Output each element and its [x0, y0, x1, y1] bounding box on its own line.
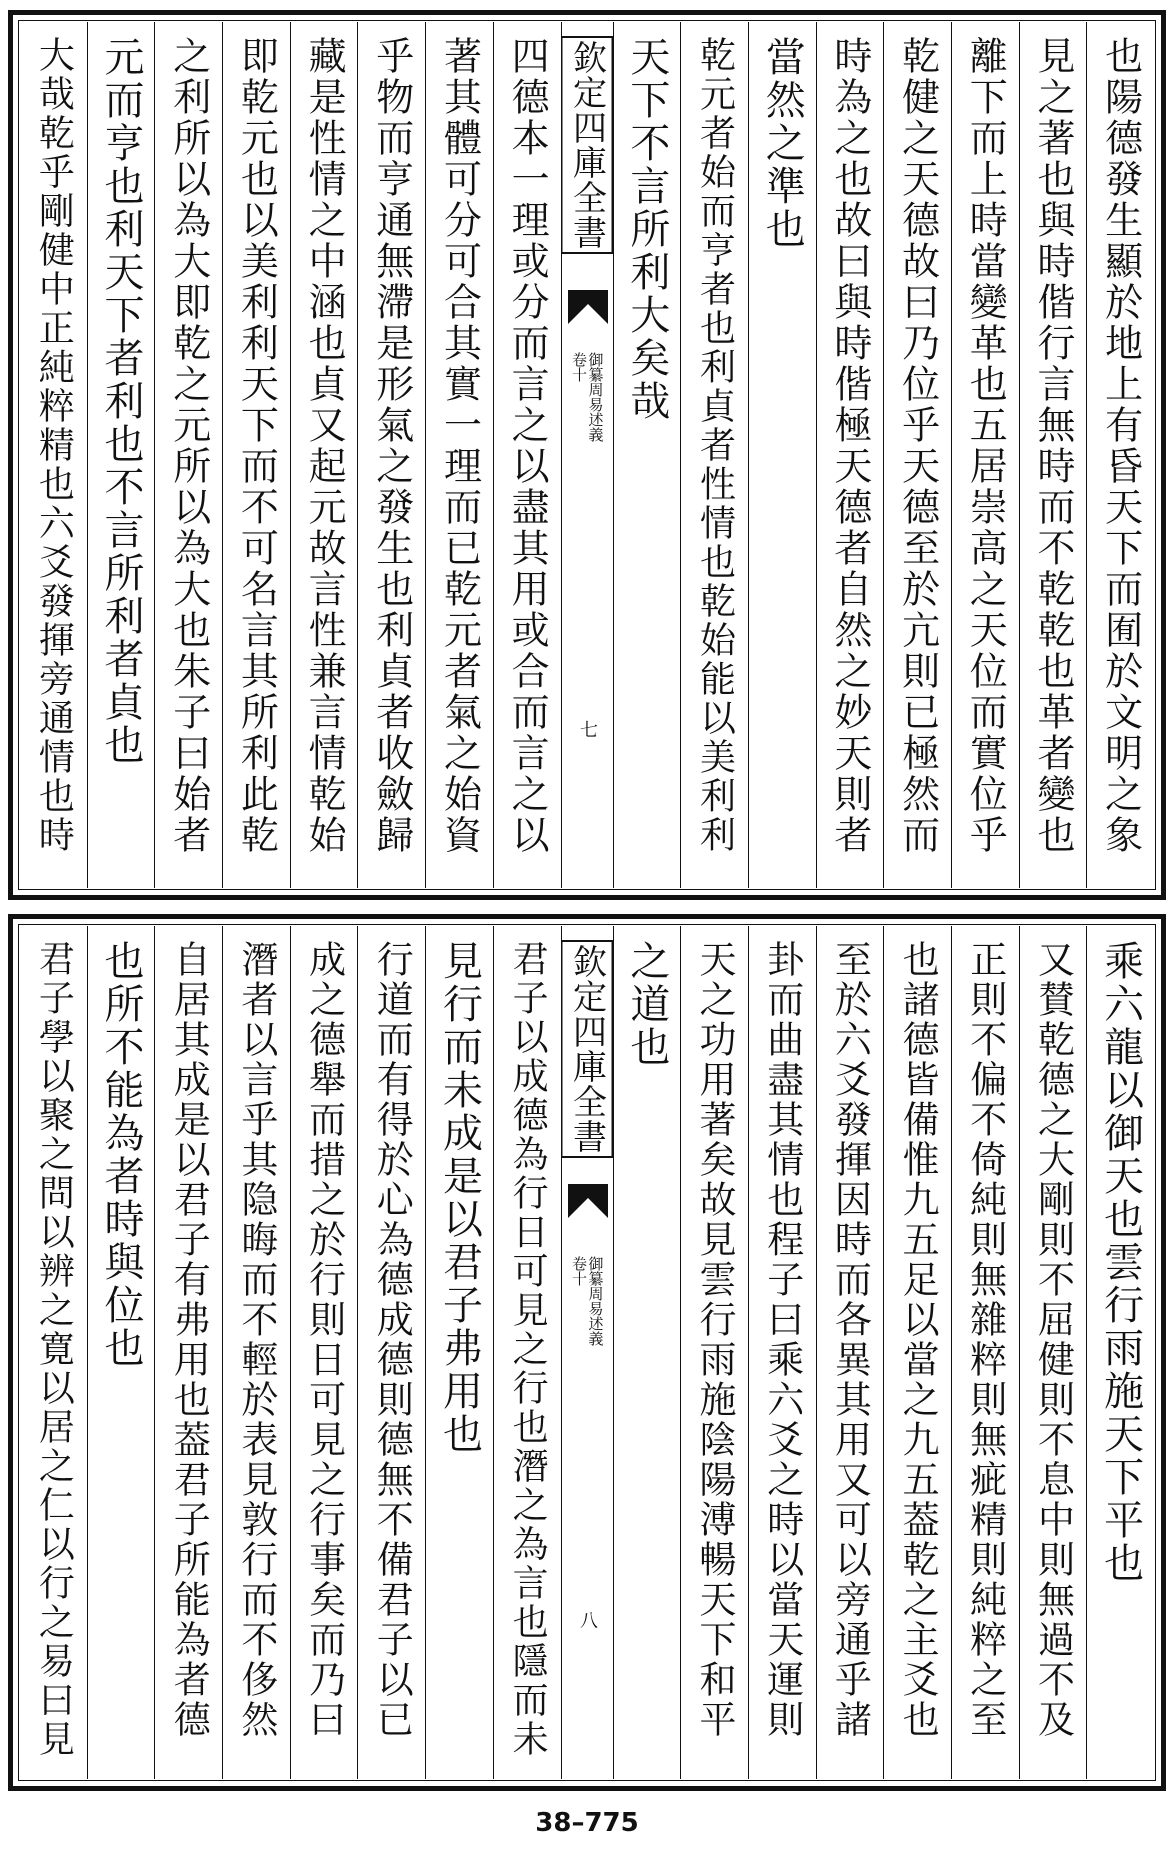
- spine-volume: 卷十: [570, 1256, 588, 1286]
- text-column: [222, 926, 290, 1779]
- column-text: 四德本一理或分而言之以盡其用或合而言之以: [505, 36, 550, 856]
- spine-volume: 卷十: [570, 352, 588, 382]
- text-column: [951, 22, 1019, 888]
- column-text: 之利所以為大即乾之元所以為大也朱子曰始者: [166, 36, 211, 856]
- text-column: [357, 926, 425, 1779]
- column-text: 時為之也故曰與時偕極天德者自然之妙天則者: [827, 36, 872, 856]
- page-top: [8, 10, 1166, 900]
- column-text: 乎物而亨通無滯是形氣之發生也利貞者收斂歸: [369, 36, 414, 856]
- text-column: [613, 22, 681, 888]
- page-bottom: [8, 914, 1166, 1791]
- text-column: [154, 926, 222, 1779]
- column-text: 卦而曲盡其情也程子曰乘六爻之時以當天運則: [760, 940, 804, 1740]
- column-text: 潛者以言乎其隐晦而不輕於表見敦行而不侈然: [234, 940, 278, 1740]
- text-columns-top: [20, 22, 1154, 888]
- spine-book-title: 御纂周易述義: [586, 1256, 605, 1346]
- column-text: 乾健之天德故曰乃位乎天德至於亢則已極然而: [895, 36, 940, 856]
- fish-tail-ornament-icon: [568, 1184, 608, 1218]
- text-column: [1086, 926, 1154, 1779]
- column-text: 君子學以聚之問以辨之寛以居之仁以行之易曰見: [33, 940, 75, 1759]
- column-text: 君子以成德為行日可見之行也潛之為言也隱而未: [507, 940, 549, 1759]
- text-column: [357, 22, 425, 888]
- column-text: 元而亨也利天下者利也不言所利者貞也: [98, 36, 145, 767]
- text-column: [680, 22, 748, 888]
- column-text: 見行而未成是以君子弗用也: [436, 940, 483, 1456]
- text-column: [493, 22, 561, 888]
- book-spine: [561, 22, 613, 888]
- text-column: [883, 22, 951, 888]
- text-column: [290, 926, 358, 1779]
- column-text: 正則不偏不倚純則無雜粹則無疵精則純粹之至: [963, 940, 1007, 1740]
- column-text: 自居其成是以君子有弗用也葢君子所能為者德: [167, 940, 211, 1740]
- text-column: [613, 926, 681, 1779]
- text-column: [680, 926, 748, 1779]
- spine-title: 欽定四庫全書: [561, 940, 613, 1158]
- text-column: [951, 926, 1019, 1779]
- text-column: [290, 22, 358, 888]
- text-column: [748, 22, 816, 888]
- column-text: 即乾元也以美利利天下而不可名言其所利此乾: [234, 36, 279, 856]
- column-text: 藏是性情之中涵也貞又起元故言性兼言情乾始: [302, 36, 347, 856]
- text-column: [425, 926, 493, 1779]
- text-column: [222, 22, 290, 888]
- page-reference: 38–775: [535, 1808, 639, 1838]
- text-column: [493, 926, 561, 1779]
- column-text: 天之功用著矣故見雲行雨施陰陽溥暢天下和平: [693, 940, 737, 1740]
- column-text: 離下而上時當變革也五居崇高之天位而實位乎: [963, 36, 1008, 856]
- column-text: 之道也: [623, 940, 670, 1069]
- column-text: 也諸德皆備惟九五足以當之九五葢乾之主爻也: [896, 940, 940, 1740]
- column-text: 乘六龍以御天也雲行雨施天下平也: [1097, 940, 1144, 1585]
- spine-title: 欽定四庫全書: [561, 36, 613, 254]
- text-column: [20, 926, 87, 1779]
- column-text: 也陽德發生顯於地上有昏天下而囿於文明之象: [1098, 36, 1143, 856]
- column-text: 大哉乾乎剛健中正純粹精也六爻發揮旁通情也時: [33, 36, 75, 855]
- spine-subtitle: [571, 352, 604, 442]
- column-text: 著其體可分可合其實一理而已乾元者氣之始資: [437, 36, 482, 856]
- text-column: [816, 22, 884, 888]
- column-text: 天下不言所利大矣哉: [623, 36, 670, 423]
- column-text: 至於六爻發揮因時而各異其用又可以旁通乎諸: [828, 940, 872, 1740]
- text-column: [87, 926, 155, 1779]
- spine-subtitle: [571, 1256, 604, 1346]
- text-column: [748, 926, 816, 1779]
- book-spine: [561, 926, 613, 1779]
- text-column: [87, 22, 155, 888]
- text-column: [425, 22, 493, 888]
- spine-book-title: 御纂周易述義: [586, 352, 605, 442]
- spine-page-number: 八: [577, 1611, 598, 1629]
- text-column: [154, 22, 222, 888]
- column-text: 又賛乾德之大剛則不屈健則不息中則無過不及: [1031, 940, 1075, 1740]
- text-column: [20, 22, 87, 888]
- column-text: 也所不能為者時與位也: [98, 940, 145, 1370]
- text-column: [1019, 926, 1087, 1779]
- fish-tail-ornament-icon: [568, 290, 608, 324]
- text-column: [1019, 22, 1087, 888]
- column-text: 行道而有得於心為德成德則德無不備君子以已: [370, 940, 414, 1740]
- column-text: 見之著也與時偕行言無時而不乾乾也革者變也: [1030, 36, 1075, 856]
- text-column: [883, 926, 951, 1779]
- spine-page-number: 七: [577, 720, 598, 738]
- column-text: 成之德舉而措之於行則日可見之行事矣而乃曰: [302, 940, 346, 1740]
- text-columns-bottom: [20, 926, 1154, 1779]
- column-text: 當然之準也: [759, 36, 806, 251]
- text-column: [816, 926, 884, 1779]
- column-text: 乾元者始而亨者也利貞者性情也乾始能以美利利: [694, 36, 736, 855]
- text-column: [1086, 22, 1154, 888]
